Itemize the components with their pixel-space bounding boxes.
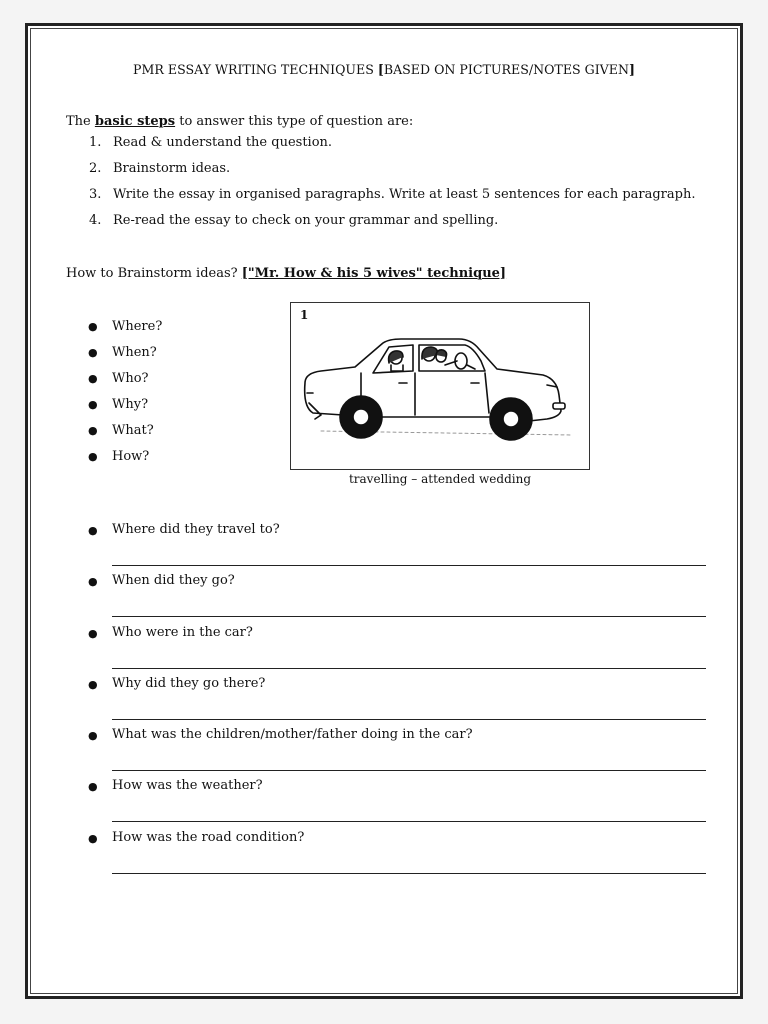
answer-line[interactable] <box>112 821 706 822</box>
page-title: PMR ESSAY WRITING TECHNIQUES [BASED ON PICTURES/NOTES GIVEN] <box>133 62 635 77</box>
steps-list <box>66 130 695 234</box>
wh-item: ● Who? <box>86 366 162 392</box>
bullet-icon: ● <box>88 346 98 359</box>
wh-item: ● How? <box>86 444 162 470</box>
answer-line[interactable] <box>112 668 706 669</box>
question-item: ● What was the children/mother/father doing in the car? <box>86 725 706 776</box>
questions-list <box>86 520 706 879</box>
question-item: ● Who were in the car? <box>86 623 706 674</box>
bullet-icon: ● <box>88 780 98 794</box>
step-item: 4. Re-read the essay to check on your grammar and spelling. <box>89 213 499 228</box>
step-item: 3. Write the essay in organised paragraphs. Write at least 5 sentences for each paragraph. <box>89 187 696 202</box>
question-item: ● When did they go? <box>86 571 706 622</box>
wh-item: ● What? <box>86 418 162 444</box>
bullet-icon: ● <box>88 524 98 537</box>
bullet-icon: ● <box>88 372 98 385</box>
answer-line[interactable] <box>112 616 706 617</box>
wh-words-list <box>86 314 162 470</box>
bullet-icon: ● <box>88 831 98 845</box>
technique-name: ["Mr. How & his 5 wives" technique] <box>241 266 507 281</box>
bullet-icon: ● <box>88 398 98 411</box>
bullet-icon: ● <box>88 320 98 333</box>
question-item: ● Where did they travel to? <box>86 520 706 571</box>
basic-steps-emphasis: basic steps <box>94 114 176 129</box>
wh-item: ● Why? <box>86 392 162 418</box>
wh-item: ● Where? <box>86 314 162 340</box>
figure-number: 1 <box>300 308 309 322</box>
answer-line[interactable] <box>112 770 706 771</box>
bullet-icon: ● <box>88 729 98 743</box>
step-item: 1. Read & understand the question. <box>89 135 333 150</box>
car-illustration <box>291 303 589 469</box>
bullet-icon: ● <box>88 677 98 691</box>
bullet-icon: ● <box>88 575 98 589</box>
worksheet-page <box>25 23 743 999</box>
brainstorm-heading: How to Brainstorm ideas? ["Mr. How & his 5 wives" technique] <box>66 266 507 281</box>
question-item: ● How was the weather? <box>86 776 706 827</box>
question-item: ● How was the road condition? <box>86 828 706 879</box>
step-item: 2. Brainstorm ideas. <box>89 161 231 176</box>
question-item: ● Why did they go there? <box>86 674 706 725</box>
car-illustration-frame <box>290 302 590 470</box>
answer-line[interactable] <box>112 565 706 566</box>
answer-line[interactable] <box>112 719 706 720</box>
bullet-icon: ● <box>88 450 98 463</box>
figure-caption: travelling – attended wedding <box>348 472 532 486</box>
intro-text: The basic steps to answer this type of question are: <box>66 114 414 129</box>
answer-line[interactable] <box>112 873 706 874</box>
wh-item: ● When? <box>86 340 162 366</box>
bullet-icon: ● <box>88 424 98 437</box>
bullet-icon: ● <box>88 626 98 640</box>
